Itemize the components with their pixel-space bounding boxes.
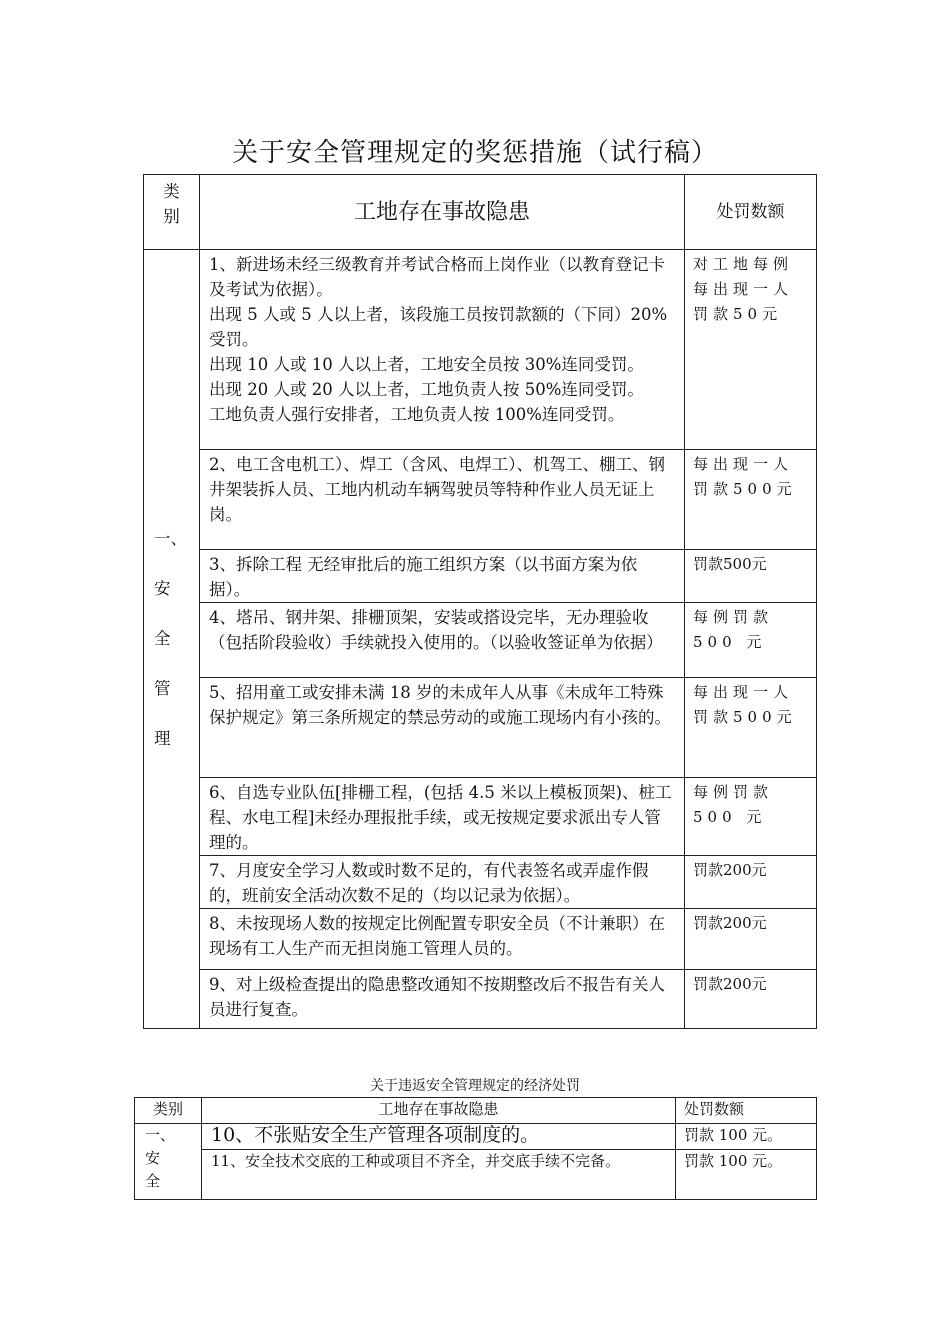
table-row (144, 450, 817, 550)
table-row (135, 1150, 817, 1200)
hazard-cell: 8、未按现场人数的按规定比例配置专职安全员（不计兼职）在现场有工人生产而无担岗施工管理人员的。 (200, 909, 685, 970)
hazard-cell: 10、不张贴安全生产管理各项制度的。 (202, 1124, 676, 1150)
header-penalty: 处罚数额 (676, 1098, 817, 1124)
penalty-cell: 每出现一人罚款500元 (685, 450, 817, 550)
hazard-cell: 7、月度安全学习人数或时数不足的，有代表签名或弄虚作假的，班前安全活动次数不足的（均以记录为依据）。 (200, 856, 685, 909)
penalty-cell: 罚款 100 元。 (676, 1150, 817, 1200)
header-hazard: 工地存在事故隐患 (200, 175, 685, 250)
table-row (135, 1124, 817, 1150)
header-penalty: 处罚数额 (685, 175, 817, 250)
table-header-row (135, 1098, 817, 1124)
table-row (144, 856, 817, 909)
economic-penalty-table (134, 1097, 817, 1200)
penalty-cell: 罚款200元 (685, 909, 817, 970)
table-row (144, 909, 817, 970)
penalty-cell: 罚款500元 (685, 550, 817, 603)
hazard-cell: 1、新进场未经三级教育并考试合格而上岗作业（以教育登记卡及考试为依据）。 出现 5 人或 5 人以上者，该段施工员按罚款额的（下同）20%受罚。 出现 10 人或 10 人以上者，工地安全员按 30%连同受罚。 出现 20 人或 20 人以上者，工地负责人按 50%连同受罚。 工地负责人强行安排者，工地负责人按 100%连同受罚。 (200, 250, 685, 450)
category-cell: 一、 安 全 (135, 1124, 202, 1200)
page-title: 关于安全管理规定的奖惩措施（试行稿） (231, 138, 718, 168)
category-cell: 一、 安 全 管 理 (144, 250, 200, 1029)
penalty-cell: 罚款 100 元。 (676, 1124, 817, 1150)
table-header-row (144, 175, 817, 250)
header-category: 类别 (135, 1098, 202, 1124)
table-row (144, 603, 817, 678)
hazard-cell: 5、招用童工或安排未满 18 岁的未成年人从事《未成年工特殊保护规定》第三条所规定的禁忌劳动的或施工现场内有小孩的。 (200, 678, 685, 778)
table-caption: 关于违返安全管理规定的经济处罚 (370, 1078, 580, 1094)
penalty-cell: 每出现一人罚款500元 (685, 678, 817, 778)
table-row (144, 778, 817, 856)
hazard-cell: 2、电工含电机工）、焊工（含风、电焊工）、机驾工、棚工、钢井架装拆人员、工地内机动车辆驾驶员等特种作业人员无证上岗。 (200, 450, 685, 550)
table-row (144, 678, 817, 778)
hazard-cell: 6、自选专业队伍[排栅工程，(包括 4.5 米以上模板顶架)、桩工程、水电工程]未经办理报批手续，或无按规定要求派出专人管理的。 (200, 778, 685, 856)
penalty-table (143, 174, 817, 1029)
table-row (144, 550, 817, 603)
hazard-cell: 9、对上级检查提出的隐患整改通知不按期整改后不报告有关人员进行复查。 (200, 970, 685, 1029)
penalty-cell: 每例罚款 500 元 (685, 778, 817, 856)
penalty-cell: 每例罚款 500 元 (685, 603, 817, 678)
penalty-cell: 对工地每例每出现一人罚款50元 (685, 250, 817, 450)
penalty-cell: 罚款200元 (685, 856, 817, 909)
header-hazard: 工地存在事故隐患 (202, 1098, 676, 1124)
table-row (144, 970, 817, 1029)
table-row (144, 250, 817, 450)
header-category: 类别 (144, 175, 200, 250)
hazard-cell: 11、安全技术交底的工种或项目不齐全，并交底手续不完备。 (202, 1150, 676, 1200)
hazard-cell: 4、塔吊、钢井架、排栅顶架，安装或搭设完毕，无办理验收（包括阶段验收）手续就投入使用的。（以验收签证单为依据） (200, 603, 685, 678)
penalty-cell: 罚款200元 (685, 970, 817, 1029)
hazard-cell: 3、拆除工程 无经审批后的施工组织方案（以书面方案为依据）。 (200, 550, 685, 603)
